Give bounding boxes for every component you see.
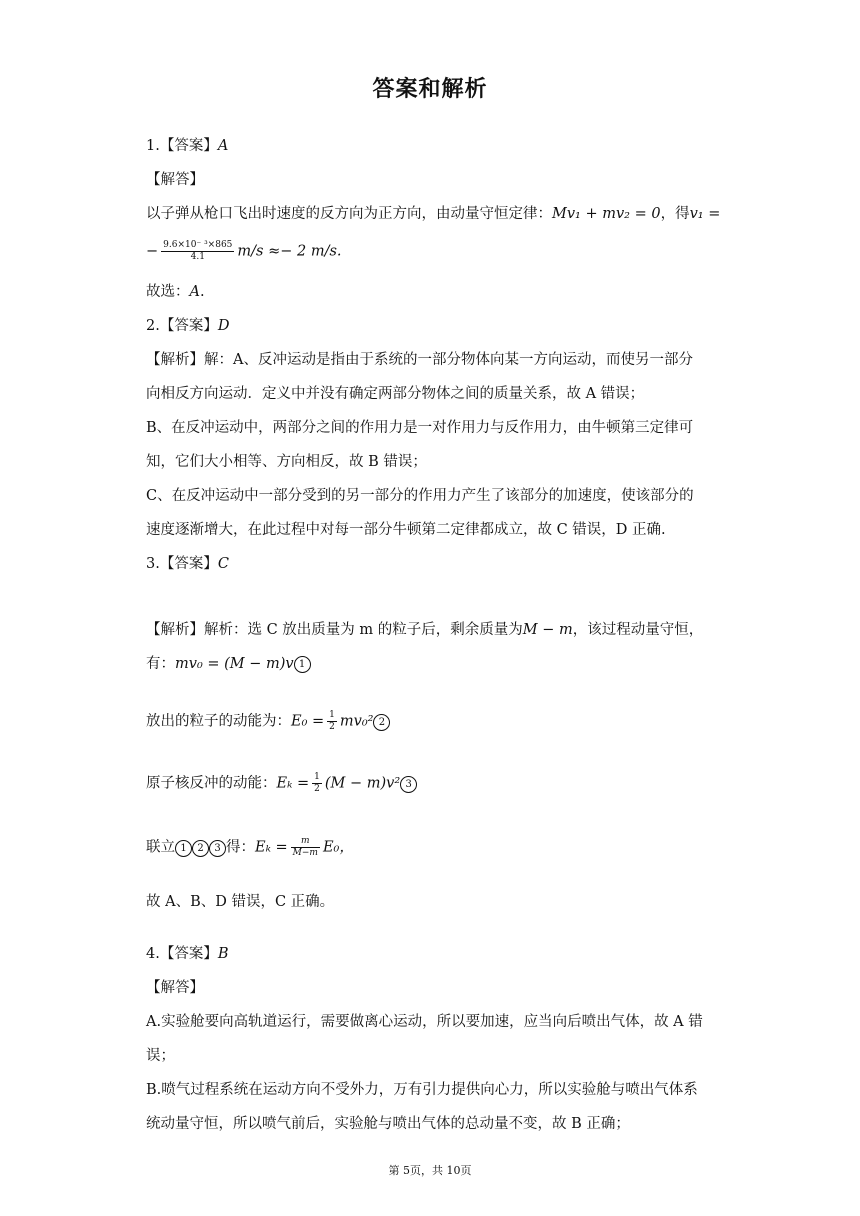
- q1-jieda: 【解答】: [146, 172, 204, 188]
- q2-answer-line: [146, 316, 716, 336]
- q3-de: 得：: [226, 839, 255, 856]
- q3-line1: [146, 620, 716, 640]
- q1-choose-line: [146, 282, 716, 302]
- q2-line1: [146, 350, 716, 370]
- q4-lineA2: 误；: [146, 1048, 175, 1064]
- q1-head: 1.【答案】: [146, 138, 218, 154]
- q3-jiexi: 【解析】解析：选 C 放出质量为 m 的粒子后，剩余质量为: [146, 622, 523, 638]
- page-footer: 第 5页，共 10页: [388, 1164, 472, 1177]
- q1-de: ，得: [660, 206, 690, 222]
- q4-lineA1: A.实验舱要向高轨道运行，需要做离心运动，所以要加速，应当向后喷出气体，故 A 错: [146, 1014, 703, 1030]
- q3-you: 有：: [146, 656, 175, 672]
- q3-eq1-line: [146, 654, 716, 674]
- q3-ke-line: [146, 710, 716, 733]
- page-title: 答案和解析: [372, 77, 488, 102]
- q1-answer: A: [217, 138, 229, 154]
- q3-ek-num: m: [291, 836, 320, 848]
- q4-answer-line: [146, 944, 716, 964]
- q3-rec-half-den: 2: [314, 784, 320, 794]
- q1-formula-line: [146, 240, 716, 263]
- circled-number-1: 1: [294, 656, 311, 673]
- q4-lineB1: B.喷气过程系统在运动方向不受外力，万有引力提供向心力，所以实验舱与喷出气体系: [146, 1082, 698, 1098]
- q3-rec-rhs: (M − m)v²: [324, 775, 401, 792]
- q2-line4: 知，它们大小相等、方向相反，故 B 错误；: [146, 454, 427, 470]
- q3-rem-end: ，该过程动量守恒，: [572, 622, 704, 638]
- q3-half-den: 2: [329, 722, 335, 732]
- circled-number-2: 2: [373, 714, 390, 731]
- q3-ke-rhs: mv₀²: [339, 713, 374, 730]
- q1-text: 以子弹从枪口飞出时速度的反方向为正方向，由动量守恒定律：: [146, 206, 552, 222]
- q3-rem: M − m: [522, 622, 573, 638]
- q1-frac-den: 4.1: [190, 252, 205, 262]
- q4-lineB2: 统动量守恒，所以喷气前后，实验舱与喷出气体的总动量不变，故 B 正确；: [146, 1116, 630, 1132]
- q3-combine-line: [146, 836, 716, 859]
- q4-head: 4.【答案】: [146, 946, 218, 962]
- q2-answer: D: [217, 318, 230, 334]
- q3-rec-lhs: Eₖ =: [276, 775, 310, 792]
- q1-result: m/s ≈− 2 m/s.: [237, 243, 342, 260]
- q3-answer: C: [217, 556, 229, 572]
- q3-half-num: 1: [329, 710, 335, 720]
- q1-answer-line: [146, 136, 716, 156]
- q2-head: 2.【答案】: [146, 318, 218, 334]
- circled-number-3: 3: [400, 776, 417, 793]
- q3-answer-line: [146, 554, 716, 574]
- q1-frac-num: 9.6×10⁻ ³×865: [163, 240, 233, 250]
- q3-ke-label: 放出的粒子的动能为：: [146, 713, 291, 730]
- q2-line5: C、在反冲运动中一部分受到的另一部分的作用力产生了该部分的加速度，使该部分的: [146, 488, 694, 504]
- q2-jiexi: 【解析】解：: [146, 352, 233, 368]
- q2-line1-text: A、反冲运动是指由于系统的一部分物体向某一方向运动，而使另一部分: [233, 352, 693, 368]
- q3-rec-half-num: 1: [314, 772, 320, 782]
- q3-ek-rhs: E₀，: [322, 839, 354, 856]
- q3-eq1: mv₀ = (M − m)v: [175, 656, 294, 672]
- q1-fraction: [161, 240, 234, 263]
- q4-answer: B: [217, 946, 229, 962]
- q1-v1: v₁ =: [689, 206, 721, 222]
- q3-conclusion: 故 A、B、D 错误，C 正确。: [146, 894, 335, 910]
- circled-number-2-ref: 2: [192, 840, 209, 857]
- q3-ek-den: M−m: [292, 848, 318, 858]
- q3-rec-label: 原子核反冲的动能：: [146, 775, 277, 792]
- q4-jieda: 【解答】: [146, 980, 204, 996]
- q3-rec-line: [146, 772, 716, 795]
- q3-ek-fraction: [291, 836, 320, 859]
- q1-text-line: [146, 204, 721, 224]
- q2-line2: 向相反方向运动．定义中并没有确定两部分物体之间的质量关系，故 A 错误；: [146, 386, 645, 402]
- q3-ke-lhs: E₀ =: [291, 713, 325, 730]
- q1-choose: 故选：: [146, 284, 190, 300]
- q3-head: 3.【答案】: [146, 556, 218, 572]
- q3-ek-lhs: Eₖ =: [255, 839, 288, 856]
- circled-number-3-ref: 3: [209, 840, 226, 857]
- q3-half-fraction: [327, 710, 337, 733]
- q3-rec-fraction: [312, 772, 322, 795]
- q1-choose-ans: A: [189, 284, 200, 300]
- q1-eq: Mv₁ + mv₂ = 0: [552, 206, 661, 222]
- q2-line3: B、在反冲运动中，两部分之间的作用力是一对作用力与反作用力，由牛顿第三定律可: [146, 420, 694, 436]
- circled-number-1-ref: 1: [175, 840, 192, 857]
- q3-lian: 联立: [146, 839, 175, 856]
- q1-minus: −: [146, 243, 159, 260]
- q2-line6: 速度逐渐增大，在此过程中对每一部分牛顿第二定律都成立，故 C 错误，D 正确.: [146, 522, 666, 538]
- q1-choose-end: .: [199, 284, 205, 300]
